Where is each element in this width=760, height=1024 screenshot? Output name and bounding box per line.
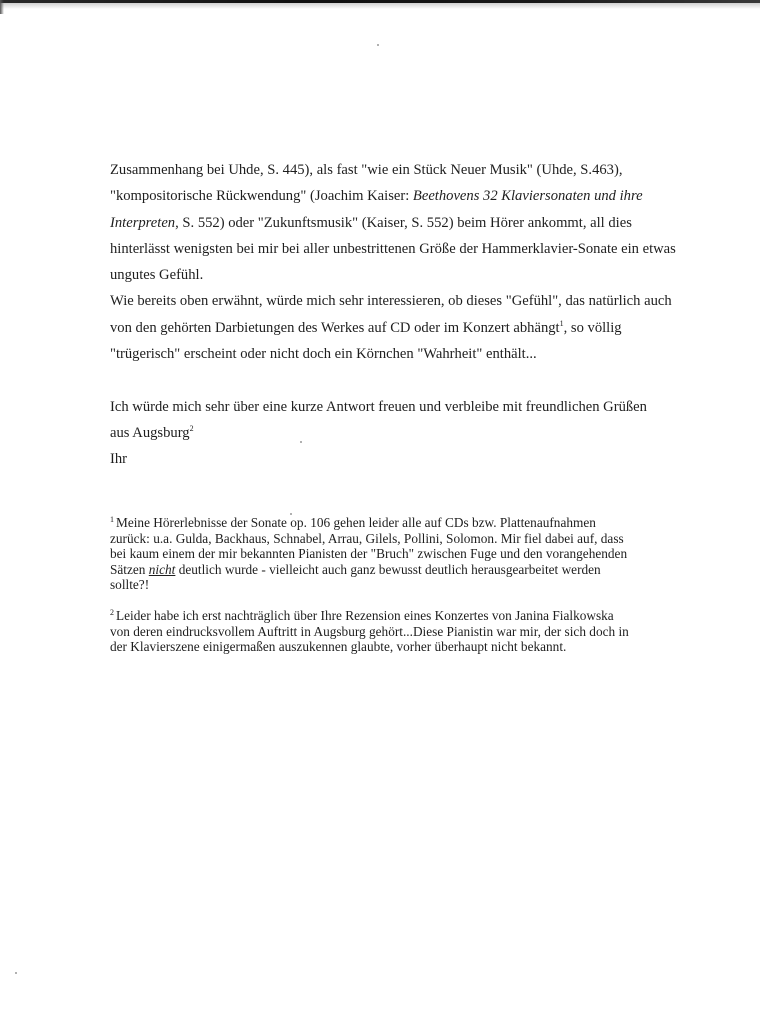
- text-run: zurück: u.a. Gulda, Backhaus, Schnabel, Arrau, Gilels, Pollini, Solomon. Mir fiel dabei auf, dass: [110, 530, 624, 546]
- footnote-line: [110, 577, 670, 593]
- emphasized-word: nicht: [148, 561, 176, 577]
- text-run: sollte?!: [110, 577, 150, 593]
- footnote-line: [110, 562, 670, 578]
- text-run: Ich würde mich sehr über eine kurze Antwort freuen und verbleibe mit freundlichen Grüßen: [110, 398, 647, 415]
- footnotes-section: [110, 515, 670, 670]
- footnote-line: [110, 639, 670, 655]
- body-line: [110, 183, 670, 209]
- body-line: [110, 236, 676, 262]
- footnote-line: [110, 546, 670, 562]
- body-line: [110, 288, 670, 314]
- body-line: [110, 315, 670, 341]
- italic-title: Beethovens 32 Klaviersonaten und ihre: [412, 188, 643, 205]
- scan-speck: [377, 44, 379, 46]
- text-run: Leider habe ich erst nachträglich über Ihre Rezension eines Konzertes von Janina Fialkowska: [116, 607, 614, 623]
- body-line: [110, 262, 670, 288]
- body-line: [110, 446, 670, 472]
- text-run: , S. 552) oder "Zukunftsmusik" (Kaiser, S. 552) beim Hörer ankommt, all dies: [175, 214, 632, 231]
- footnote-line: [110, 608, 670, 624]
- footnote-line: [110, 515, 670, 531]
- body-line: [110, 420, 670, 446]
- text-run: deutlich wurde - vielleicht auch ganz bewusst deutlich herausgearbeitet werden: [175, 561, 601, 577]
- text-run: Zusammenhang bei Uhde, S. 445), als fast "wie ein Stück Neuer Musik" (Uhde, S.463),: [110, 162, 623, 178]
- scan-corner-shadow: [0, 0, 4, 14]
- text-run: der Klavierszene einigermaßen auszukennen glaubte, vorher überhaupt nicht bekannt.: [110, 639, 567, 655]
- text-run: ungutes Gefühl.: [110, 267, 204, 284]
- footnote-reference: 2: [189, 423, 194, 433]
- footnote-1: [110, 515, 670, 593]
- footnote-line: [110, 531, 670, 547]
- footnote-reference: 1: [559, 318, 564, 328]
- body-line: [110, 394, 670, 420]
- footnote-marker: 2: [110, 607, 114, 617]
- text-run: "kompositorische Rückwendung" (Joachim Kaiser:: [110, 188, 413, 205]
- text-run: Ihr: [110, 451, 128, 468]
- text-run: Wie bereits oben erwähnt, würde mich sehr interessieren, ob dieses "Gefühl", das natürlich auch: [110, 293, 672, 310]
- text-run: Sätzen: [110, 561, 149, 577]
- italic-title: Interpreten: [110, 214, 176, 231]
- text-run: bei kaum einem der mir bekannten Pianisten der "Bruch" zwischen Fuge und den vorangehenden: [110, 546, 628, 562]
- text-run: hinterlässt wenigsten bei mir bei aller unbestrittenen Größe der Hammerklavier-Sonate ein etwas: [110, 240, 676, 257]
- body-line: [110, 157, 670, 183]
- text-run: aus Augsburg: [110, 424, 190, 441]
- letter-body: [110, 157, 676, 473]
- footnote-2: [110, 608, 670, 655]
- scan-speck: [15, 972, 17, 974]
- text-run: von deren eindrucksvollem Auftritt in Augsburg gehört...Diese Pianistin war mir, der sich doch in: [110, 623, 629, 639]
- body-line: [110, 341, 670, 367]
- body-line: [110, 210, 670, 236]
- footnote-marker: 1: [110, 515, 114, 524]
- blank-line: [110, 367, 670, 393]
- text-run: Meine Hörerlebnisse der Sonate op. 106 gehen leider alle auf CDs bzw. Plattenaufnahmen: [116, 515, 596, 530]
- text-run: , so völlig: [563, 319, 622, 336]
- scan-top-shadow: [0, 3, 760, 9]
- text-run: von den gehörten Darbietungen des Werkes auf CD oder im Konzert abhängt: [110, 319, 560, 336]
- text-run: "trügerisch" erscheint oder nicht doch ein Körnchen "Wahrheit" enthält...: [110, 346, 537, 363]
- footnote-line: [110, 624, 670, 640]
